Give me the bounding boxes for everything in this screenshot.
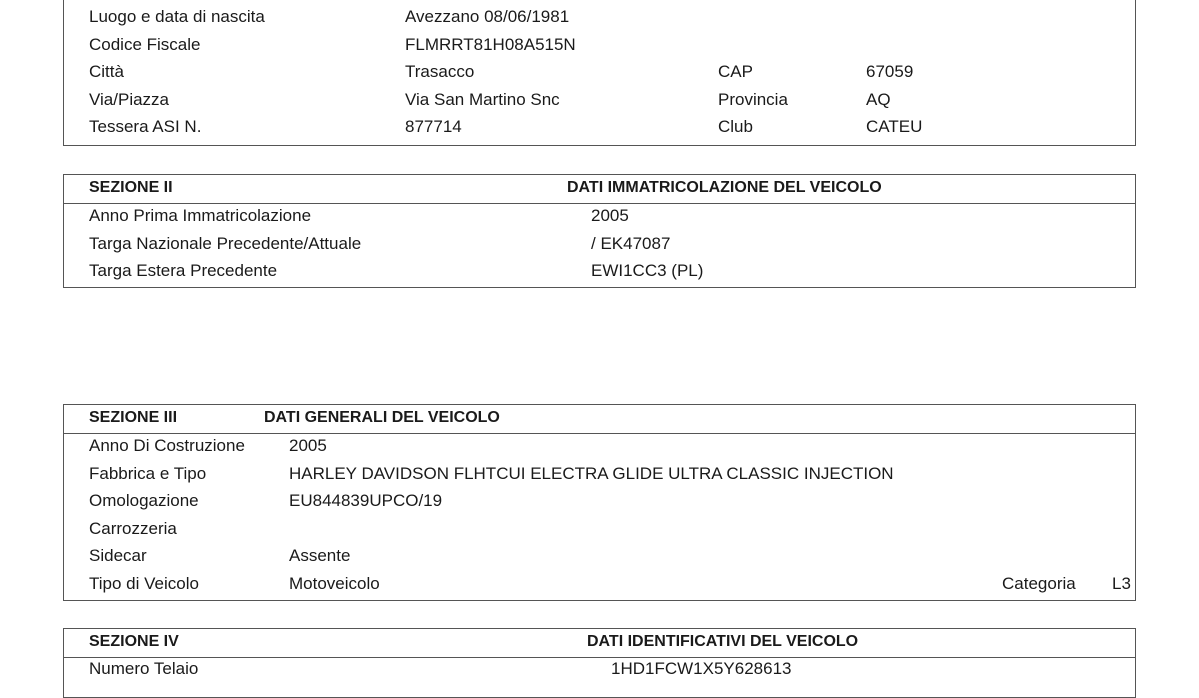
field-value: Motoveicolo: [289, 573, 380, 593]
section-name: SEZIONE III: [89, 409, 178, 426]
field-value-2: CATEU: [866, 117, 923, 136]
section-4-box: [63, 628, 1136, 698]
section-header: [64, 405, 1135, 434]
field-label: Fabbrica e Tipo: [89, 463, 207, 483]
section-title: DATI GENERALI DEL VEICOLO: [264, 409, 500, 426]
section-1-box: [63, 0, 1136, 146]
section-header: [64, 175, 1135, 204]
category-label: Categoria: [1002, 573, 1076, 593]
field-value-2: AQ: [866, 89, 891, 109]
field-label: Omologazione: [89, 491, 199, 510]
table-row: [64, 232, 1135, 260]
field-value: HARLEY DAVIDSON FLHTCUI ELECTRA GLIDE ULTRA CLASSIC INJECTION: [289, 463, 894, 483]
field-label-2: Provincia: [718, 89, 788, 109]
section-name: SEZIONE IV: [89, 633, 179, 650]
table-row: [64, 259, 1135, 287]
section-header: [64, 629, 1135, 658]
field-label: Tipo di Veicolo: [89, 573, 199, 593]
field-label: Luogo e data di nascita: [89, 7, 265, 26]
field-label: Codice Fiscale: [89, 34, 201, 54]
section-title: DATI IDENTIFICATIVI DEL VEICOLO: [587, 633, 859, 650]
table-row: [64, 204, 1135, 232]
section-title: DATI IMMATRICOLAZIONE DEL VEICOLO: [567, 179, 882, 196]
table-row: [64, 434, 1135, 462]
category-value: L3: [1112, 573, 1131, 593]
table-row: [64, 572, 1135, 600]
field-value: EU844839UPCO/19: [289, 491, 443, 510]
field-value: / EK47087: [591, 233, 671, 253]
table-row: [64, 115, 1135, 143]
field-value-2: 67059: [866, 62, 914, 81]
section-name: SEZIONE II: [89, 179, 173, 196]
field-label: Anno Di Costruzione: [89, 436, 245, 455]
field-value: Assente: [289, 546, 351, 565]
section-3-box: [63, 404, 1136, 601]
field-label: Via/Piazza: [89, 89, 170, 109]
field-label: Targa Estera Precedente: [89, 261, 278, 280]
field-label-2: CAP: [718, 62, 753, 81]
table-row: [64, 517, 1135, 545]
field-value: Avezzano 08/06/1981: [405, 7, 570, 26]
field-label: Targa Nazionale Precedente/Attuale: [89, 233, 362, 253]
field-value: Trasacco: [405, 62, 475, 81]
field-value: Via San Martino Snc: [405, 89, 560, 109]
table-row: [64, 60, 1135, 88]
field-label: Città: [89, 62, 124, 81]
field-value: 2005: [289, 436, 327, 455]
field-label: Anno Prima Immatricolazione: [89, 206, 312, 225]
field-value: 2005: [591, 206, 629, 225]
section-2-box: [63, 174, 1136, 288]
table-row: [64, 5, 1135, 33]
field-label-2: Club: [718, 117, 753, 136]
table-row: [64, 462, 1135, 490]
table-row: [64, 658, 1135, 686]
table-row: [64, 88, 1135, 116]
field-value: 877714: [405, 117, 462, 136]
table-row: [64, 544, 1135, 572]
field-value: FLMRRT81H08A515N: [405, 34, 576, 54]
field-label: Tessera ASI N.: [89, 117, 202, 136]
field-label: Numero Telaio: [89, 659, 199, 678]
field-label: Sidecar: [89, 546, 147, 565]
table-row: [64, 33, 1135, 61]
field-value: EWI1CC3 (PL): [591, 261, 704, 280]
field-label: Carrozzeria: [89, 518, 177, 538]
table-row: [64, 489, 1135, 517]
field-value: 1HD1FCW1X5Y628613: [611, 659, 792, 678]
